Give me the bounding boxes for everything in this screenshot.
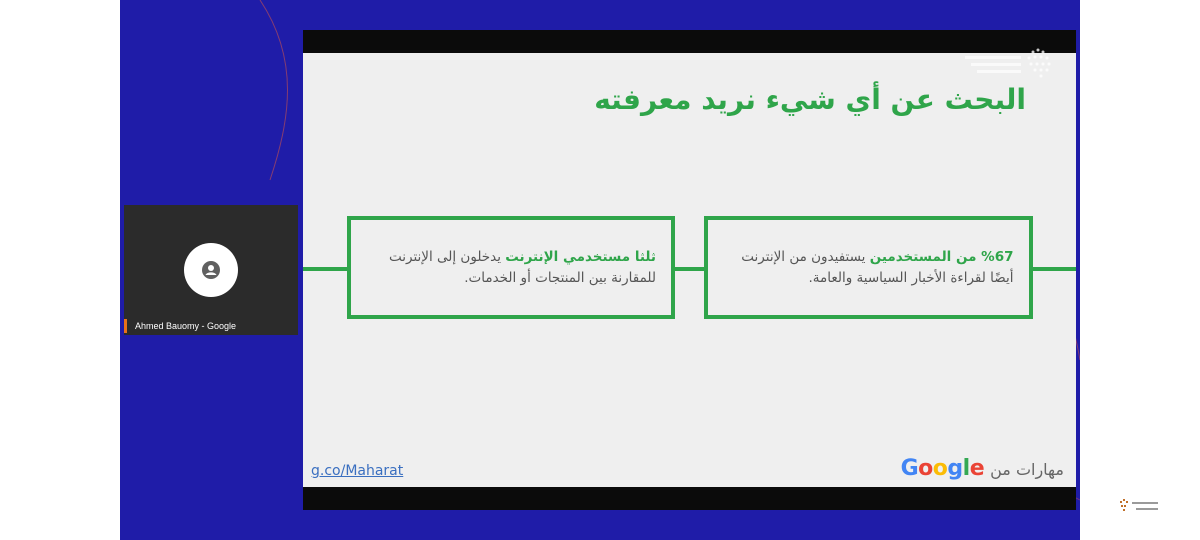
stat-card (704, 216, 1033, 319)
corner-logo (1118, 493, 1162, 523)
partner-logo (963, 42, 1073, 82)
card-body: يدخلون إلى الإنترنت للمقارنة بين المنتجات أو الخدمات. (388, 248, 656, 286)
participant-tile[interactable] (124, 205, 298, 335)
card-highlight: ثلثا مستخدمي الإنترنت (505, 248, 656, 265)
card-text (724, 247, 1014, 289)
card-highlight: %67 من المستخدمين (869, 248, 1014, 265)
card-text (366, 247, 656, 289)
slide-title: البحث عن أي شيء نريد معرفته (594, 83, 1026, 116)
person-icon (201, 260, 221, 280)
connector-line (1030, 267, 1076, 271)
brand-footer (901, 456, 1064, 481)
connector-line (303, 267, 351, 271)
avatar (184, 243, 238, 297)
brand-suffix: مهارات من (990, 460, 1064, 479)
participant-name: Ahmed Bauomy - Google (124, 319, 298, 333)
connector-line (671, 267, 707, 271)
google-logo: Google (900, 456, 985, 481)
card-body: يستفيدون من الإنترنت أيضًا لقراءة الأخبار السياسية والعامة. (741, 248, 1014, 286)
slide (303, 53, 1076, 487)
maharat-link[interactable]: g.co/Maharat (311, 463, 404, 479)
stat-card (347, 216, 675, 319)
